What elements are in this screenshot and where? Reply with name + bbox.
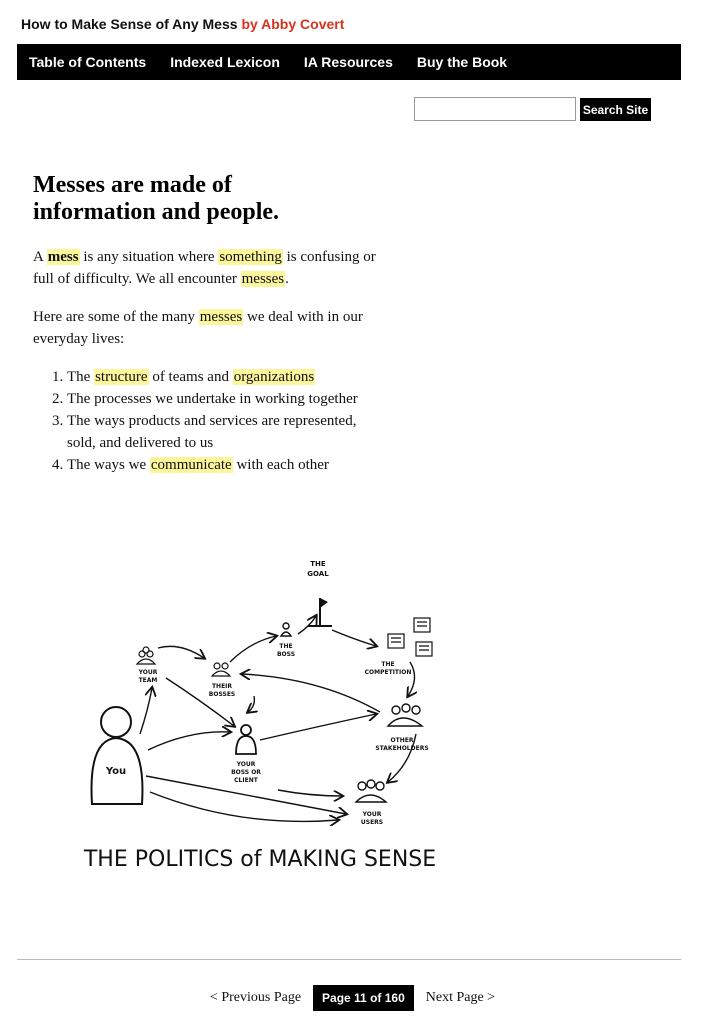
text-fragment: The ways we xyxy=(67,457,150,473)
book-title[interactable]: How to Make Sense of Any Mess xyxy=(21,16,238,32)
page-heading-line1: Messes are made of xyxy=(33,172,232,198)
you-figure-icon xyxy=(92,707,143,804)
label-competition-2: COMPETITION xyxy=(364,669,412,676)
nav-ia-resources[interactable]: IA Resources xyxy=(303,54,393,70)
lexicon-link-mess[interactable]: mess xyxy=(47,249,79,265)
lexicon-link-communicate[interactable]: communicate xyxy=(150,457,232,473)
intro-paragraph xyxy=(33,246,383,290)
label-competition-1: THE xyxy=(381,661,395,668)
label-team-2: TEAM xyxy=(138,677,158,684)
team-icon xyxy=(137,647,155,664)
page-heading-line2: information and people. xyxy=(33,199,280,225)
previous-page-link[interactable]: < Previous Page xyxy=(209,990,302,1005)
main-nav xyxy=(17,44,681,80)
current-page-indicator: Page 11 of 160 xyxy=(313,985,414,1011)
list-item: 2. The processes we undertake in working together xyxy=(67,388,383,410)
lexicon-link-messes-2[interactable]: messes xyxy=(199,309,243,325)
label-users-1: YOUR xyxy=(362,811,382,818)
label-stakeholders-1: OTHER xyxy=(390,737,414,744)
lexicon-link-something[interactable]: something xyxy=(219,249,282,265)
next-page-link[interactable]: Next Page > xyxy=(425,990,496,1005)
list-item xyxy=(67,366,383,388)
lexicon-link-messes[interactable]: messes xyxy=(241,271,285,287)
label-stakeholders-2: STAKEHOLDERS xyxy=(375,745,429,752)
pagination xyxy=(0,984,705,1012)
list-item xyxy=(67,454,383,476)
lexicon-link-organizations[interactable]: organizations xyxy=(233,369,315,385)
list-intro-paragraph xyxy=(33,306,383,350)
label-goal-1: THE xyxy=(310,560,326,568)
text-fragment: is any situation where xyxy=(79,249,219,265)
text-fragment: is confusing or full of difficulty. We all encounter xyxy=(33,249,376,287)
footer-divider xyxy=(17,959,681,960)
label-client-3: CLIENT xyxy=(234,777,258,784)
bosses-icon xyxy=(212,663,230,676)
label-goal-2: GOAL xyxy=(307,570,329,578)
label-users-2: USERS xyxy=(360,819,384,826)
label-bosses-2: BOSSES xyxy=(208,691,236,698)
text-fragment: The xyxy=(67,369,95,385)
site-title[interactable] xyxy=(21,16,344,32)
page-heading xyxy=(33,172,373,226)
buildings-icon xyxy=(388,618,432,656)
text-fragment: of teams and xyxy=(148,369,233,385)
search-button[interactable]: Search Site xyxy=(580,98,651,121)
text-fragment: with each other xyxy=(232,457,329,473)
users-icon xyxy=(356,780,386,802)
text-fragment: . xyxy=(285,271,289,287)
mess-list xyxy=(67,366,383,476)
boss-icon xyxy=(281,623,291,636)
author-name[interactable]: by Abby Covert xyxy=(241,16,345,32)
nav-indexed-lexicon[interactable]: Indexed Lexicon xyxy=(170,54,280,70)
label-boss-2: BOSS xyxy=(276,651,296,658)
label-team-1: YOUR xyxy=(138,669,158,676)
page-content xyxy=(33,246,383,476)
text-fragment: Here are some of the many xyxy=(33,309,199,325)
nav-table-of-contents[interactable]: Table of Contents xyxy=(29,54,147,70)
client-icon xyxy=(236,725,256,754)
text-fragment: we deal with in our everyday lives: xyxy=(33,309,363,347)
relationship-arrows xyxy=(140,616,416,821)
label-boss-1: THE xyxy=(279,643,293,650)
label-client-2: BOSS OR xyxy=(231,769,261,776)
stakeholders-icon xyxy=(388,704,422,726)
text-fragment: A xyxy=(33,249,47,265)
search-input[interactable] xyxy=(414,97,576,121)
label-client-1: YOUR xyxy=(236,761,256,768)
illustration-caption: THE POLITICS of MAKING SENSE xyxy=(83,847,437,872)
list-item: 3. The ways products and services are represented, sold, and delivered to us xyxy=(67,410,383,454)
nav-buy-the-book[interactable]: Buy the Book xyxy=(416,54,508,70)
label-bosses-1: THEIR xyxy=(211,683,233,690)
politics-illustration xyxy=(70,550,460,890)
label-you: You xyxy=(105,766,127,777)
lexicon-link-structure[interactable]: structure xyxy=(95,369,148,385)
